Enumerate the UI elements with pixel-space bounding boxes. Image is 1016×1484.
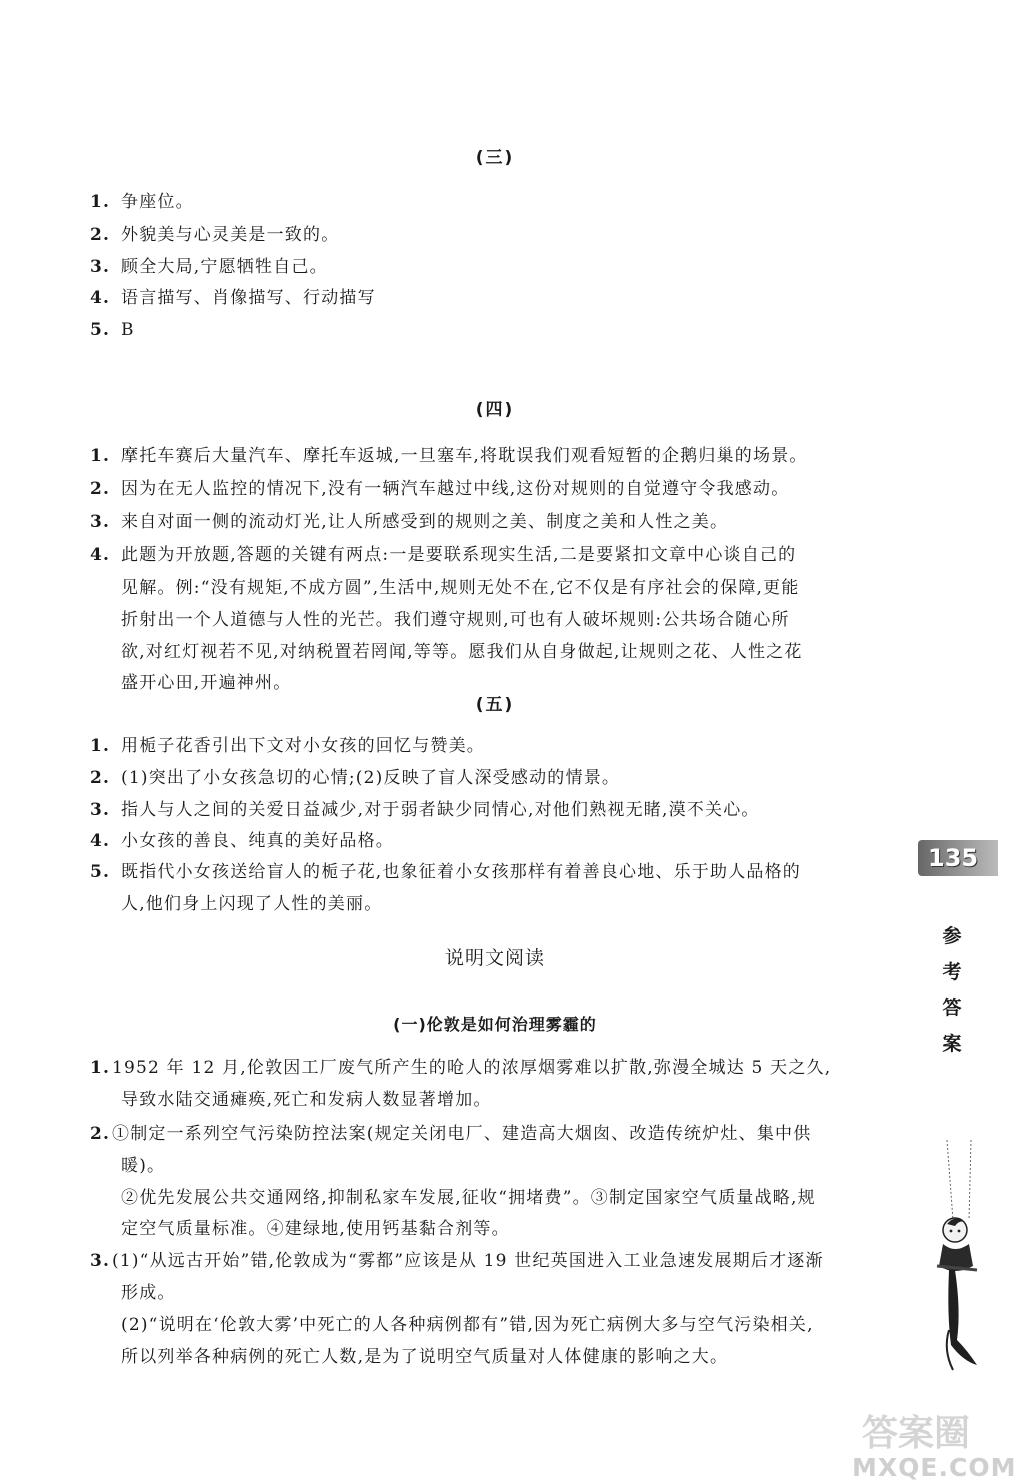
swing-illustration-icon	[925, 1140, 995, 1385]
expository-sub-heading: (一)伦敦是如何治理雾霾的	[393, 1015, 597, 1034]
page-number-tab	[918, 840, 998, 876]
section-4-heading: (四)	[475, 400, 515, 420]
list-item: 1. 1952 年 12 月,伦敦因工厂废气所产生的呛人的浓厚烟雾难以扩散,弥漫全城达 5 天之久,	[90, 1058, 832, 1078]
list-item: 2. ①制定一系列空气污染防控法案(规定关闭电厂、建造高大烟囱、改造传统炉灶、集中供	[90, 1124, 812, 1144]
answer-key-label: 参 考 答 案	[942, 925, 962, 1055]
list-item-continuation: 形成。	[121, 1283, 176, 1303]
list-item: 3. 顾全大局,宁愿牺牲自己。	[90, 257, 328, 277]
list-item: 4. 小女孩的善良、纯真的美好品格。	[90, 831, 394, 851]
list-item: 1. 用栀子花香引出下文对小女孩的回忆与赞美。	[90, 736, 485, 756]
list-item-continuation: 所以列举各种病例的死亡人数,是为了说明空气质量对人体健康的影响之大。	[121, 1347, 729, 1367]
list-item: 3. 来自对面一侧的流动灯光,让人所感受到的规则之美、制度之美和人性之美。	[90, 512, 729, 532]
section-3-heading: (三)	[475, 148, 515, 168]
list-item: 2. 外貌美与心灵美是一致的。	[90, 225, 340, 245]
list-item: 3. 指人与人之间的关爱日益减少,对于弱者缺少同情心,对他们熟视无睹,漠不关心。	[90, 800, 760, 820]
list-item: 4. 此题为开放题,答题的关键有两点:一是要联系现实生活,二是要紧扣文章中心谈自己的	[90, 545, 797, 565]
list-item: 4. 语言描写、肖像描写、行动描写	[90, 288, 376, 308]
list-item: 2. (1)突出了小女孩急切的心情;(2)反映了盲人深受感动的情景。	[90, 768, 621, 788]
list-item-continuation: 欲,对红灯视若不见,对纳税置若罔闻,等等。愿我们从自身做起,让规则之花、人性之花	[121, 642, 803, 662]
list-item: 3. (1)“从远古开始”错,伦敦成为“雾都”应该是从 19 世纪英国进入工业急速发展期后才逐渐	[90, 1251, 824, 1271]
list-item-continuation: 见解。例:“没有规矩,不成方圆”,生活中,规则无处不在,它不仅是有序社会的保障,更能	[121, 578, 800, 598]
list-item: 1. 争座位。	[90, 192, 194, 212]
list-item-continuation: (2)“说明在‘伦敦大雾’中死亡的人各种病例都有”错,因为死亡病例大多与空气污染相关,	[121, 1315, 814, 1335]
list-item-continuation: 盛开心田,开遍神州。	[121, 673, 292, 693]
expository-reading-title: 说明文阅读	[444, 947, 545, 969]
list-item-continuation: 暖)。	[121, 1156, 166, 1176]
section-5-heading: (五)	[475, 695, 515, 715]
list-item-continuation: 折射出一个人道德与人性的光芒。我们遵守规则,可也有人破坏规则:公共场合随心所	[121, 610, 790, 630]
list-item-continuation: ②优先发展公共交通网络,抑制私家车发展,征收“拥堵费”。③制定国家空气质量战略,规	[121, 1188, 816, 1208]
list-item: 5. B	[90, 320, 135, 340]
list-item: 1. 摩托车赛后大量汽车、摩托车返城,一旦塞车,将耽误我们观看短暂的企鹅归巢的场景。	[90, 446, 808, 466]
list-item-continuation: 导致水陆交通瘫痪,死亡和发病人数显著增加。	[121, 1090, 492, 1110]
list-item: 2. 因为在无人监控的情况下,没有一辆汽车越过中线,这份对规则的自觉遵守令我感动。	[90, 479, 790, 499]
watermark: 答案圈 MXQE.COM	[852, 1413, 1016, 1482]
list-item-continuation: 定空气质量标准。④建绿地,使用钙基黏合剂等。	[121, 1219, 510, 1239]
list-item: 5. 既指代小女孩送给盲人的栀子花,也象征着小女孩那样有着善良心地、乐于助人品格的	[90, 862, 802, 882]
list-item-continuation: 人,他们身上闪现了人性的美丽。	[121, 894, 383, 914]
page-number: 135	[928, 844, 979, 872]
